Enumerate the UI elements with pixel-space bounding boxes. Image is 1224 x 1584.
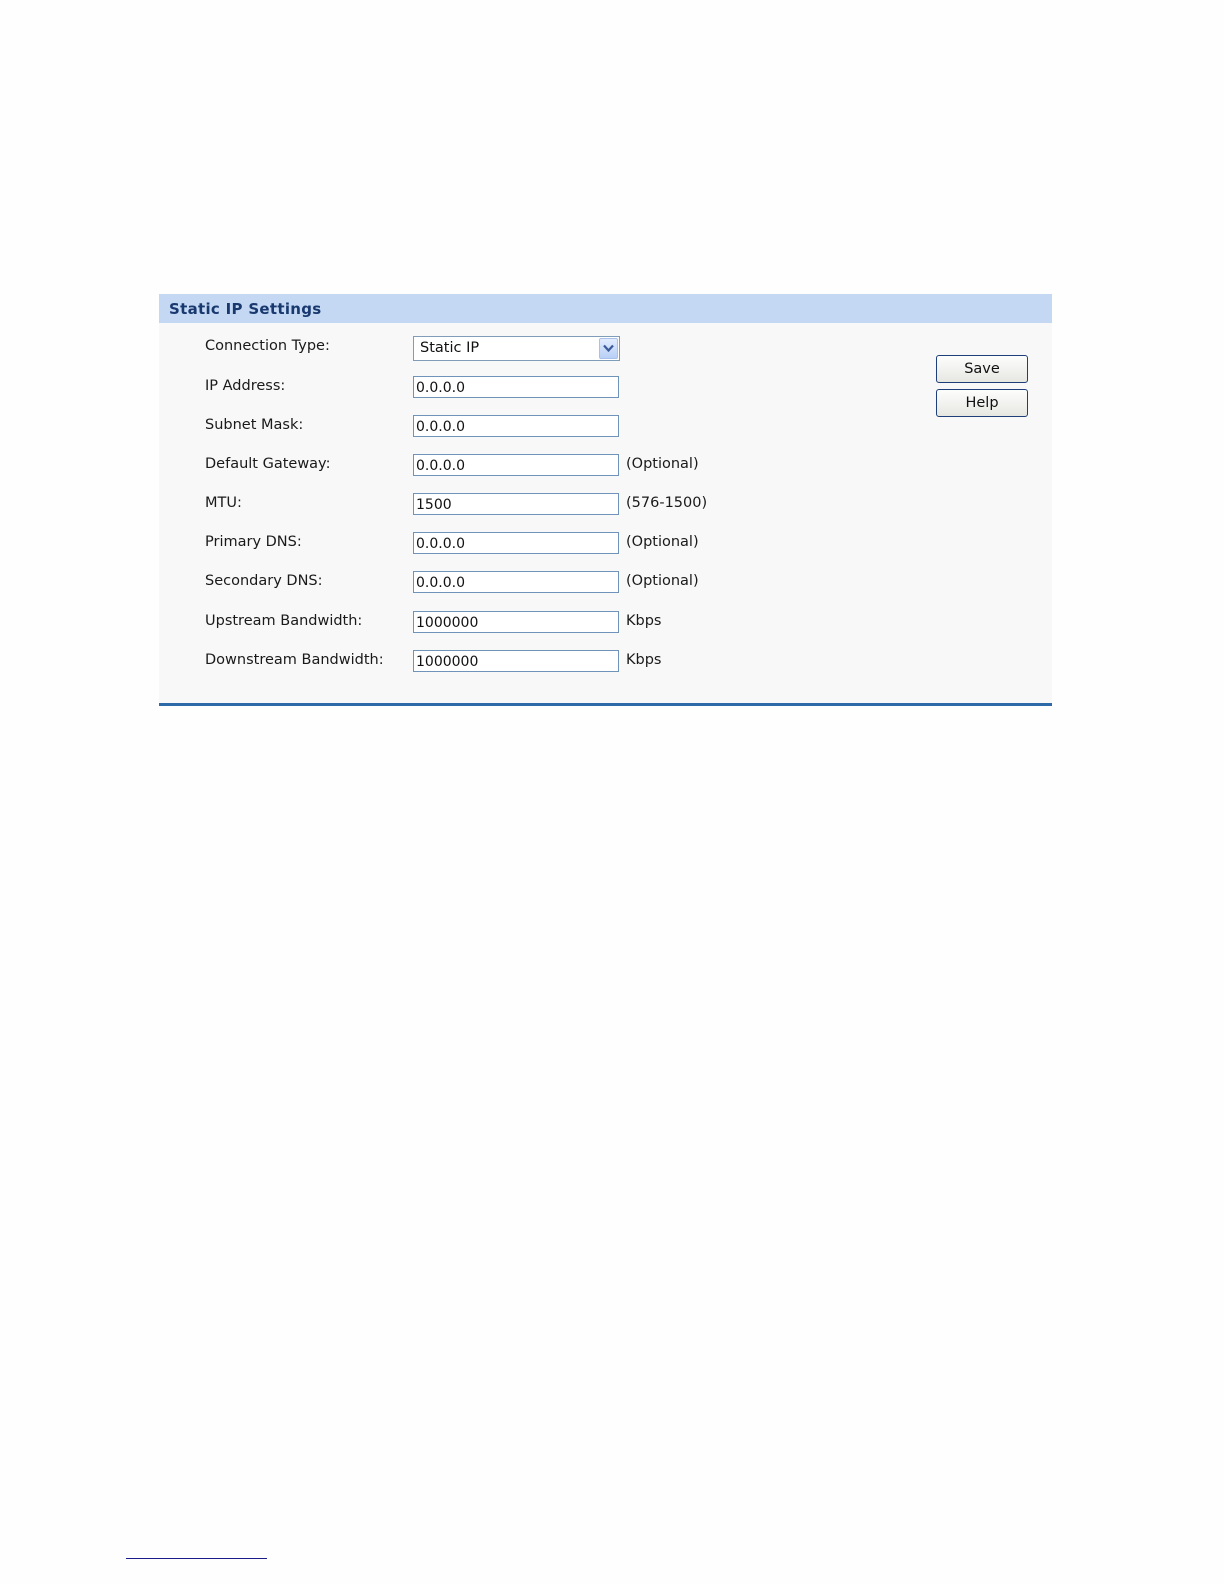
connection-type-label: Connection Type:	[205, 338, 330, 354]
static-ip-settings-panel	[159, 294, 1052, 706]
connection-type-select[interactable]	[413, 336, 620, 361]
mtu-row	[159, 493, 859, 517]
primary-dns-hint: (Optional)	[626, 534, 699, 550]
primary-dns-input[interactable]	[413, 532, 619, 554]
upstream-bandwidth-unit: Kbps	[626, 613, 662, 629]
panel-title: Static IP Settings	[169, 300, 322, 318]
subnet-mask-input[interactable]	[413, 415, 619, 437]
panel-header	[159, 294, 1052, 323]
secondary-dns-row	[159, 571, 859, 595]
secondary-dns-input[interactable]	[413, 571, 619, 593]
footnote-separator	[126, 1558, 267, 1559]
subnet-mask-row	[159, 415, 859, 439]
help-button[interactable]: Help	[936, 389, 1028, 417]
upstream-bandwidth-row	[159, 611, 859, 635]
downstream-bandwidth-row	[159, 650, 859, 674]
secondary-dns-label: Secondary DNS:	[205, 573, 323, 589]
save-button[interactable]: Save	[936, 355, 1028, 383]
select-dropdown-button[interactable]	[599, 338, 618, 359]
connection-type-row	[159, 336, 859, 360]
secondary-dns-hint: (Optional)	[626, 573, 699, 589]
default-gateway-hint: (Optional)	[626, 456, 699, 472]
mtu-input[interactable]	[413, 493, 619, 515]
ip-address-label: IP Address:	[205, 378, 286, 394]
default-gateway-row	[159, 454, 859, 478]
chevron-down-icon	[603, 344, 614, 353]
upstream-bandwidth-input[interactable]	[413, 611, 619, 633]
downstream-bandwidth-unit: Kbps	[626, 652, 662, 668]
downstream-bandwidth-input[interactable]	[413, 650, 619, 672]
subnet-mask-label: Subnet Mask:	[205, 417, 304, 433]
default-gateway-input[interactable]	[413, 454, 619, 476]
upstream-bandwidth-label: Upstream Bandwidth:	[205, 613, 363, 629]
default-gateway-label: Default Gateway:	[205, 456, 331, 472]
mtu-label: MTU:	[205, 495, 242, 511]
primary-dns-row	[159, 532, 859, 556]
mtu-range-hint: (576-1500)	[626, 495, 708, 511]
ip-address-row	[159, 376, 859, 400]
primary-dns-label: Primary DNS:	[205, 534, 302, 550]
connection-type-selected-value: Static IP	[420, 340, 480, 356]
downstream-bandwidth-label: Downstream Bandwidth:	[205, 652, 384, 668]
ip-address-input[interactable]	[413, 376, 619, 398]
